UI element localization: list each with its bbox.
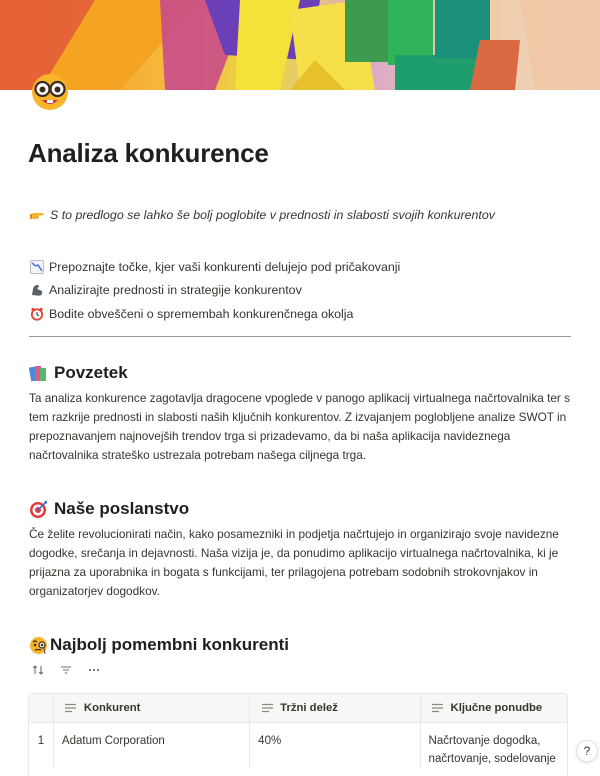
heading-povzetek bbox=[29, 363, 128, 383]
text-property-icon bbox=[431, 701, 445, 715]
mission-paragraph: Če želite revolucionirati način, kako posamezniki in podjetja načrtujejo in organizirajo svoje navidezne dogodke, srečanja in dejavnosti. Naša vizija je, da ponudimo aplikacijo virtualnega načrtovalnika, ki je prijazna za uporabnika in bogata s funkcijami, ter prilagojena potrebam sodobnih strokovnjakov in organizatorjev dogodkov. bbox=[29, 527, 559, 599]
nerd-face-icon[interactable] bbox=[28, 72, 72, 112]
cell-kljucne-ponudbe[interactable]: Načrtovanje dogodka, načrtovanje, sodelovanje bbox=[428, 735, 556, 765]
bullet-text: Prepoznajte točke, kjer vaši konkurenti delujejo pod pričakovanji bbox=[49, 259, 401, 274]
list-item bbox=[30, 255, 400, 279]
cell-trzni-delez[interactable]: 40% bbox=[250, 723, 420, 768]
competitors-table bbox=[28, 693, 568, 776]
column-header-label: Konkurent bbox=[83, 702, 141, 714]
heading-poslanstvo bbox=[29, 499, 189, 519]
index-header bbox=[29, 694, 54, 722]
column-header-label: Ključne ponudbe bbox=[450, 702, 543, 714]
more-options-icon[interactable] bbox=[87, 663, 101, 677]
column-header-kljucne-ponudbe[interactable] bbox=[421, 694, 567, 722]
page-title: Analiza konkurence bbox=[28, 138, 269, 168]
callout-text: S to predlogo se lahko še bolj poglobite v prednosti in slabosti svojih konkurentov bbox=[50, 208, 495, 222]
sort-icon[interactable] bbox=[31, 663, 45, 677]
cell-konkurent[interactable]: Adatum Corporation bbox=[54, 723, 250, 768]
alarm-clock-icon bbox=[30, 307, 44, 321]
row-index: 1 bbox=[29, 723, 54, 768]
chart-decreasing-icon bbox=[30, 260, 44, 274]
bullet-text: Bodite obveščeni o spremembah konkurenčnega okolja bbox=[49, 306, 354, 321]
flexed-biceps-icon bbox=[30, 283, 44, 297]
books-icon bbox=[29, 364, 48, 383]
text-property-icon bbox=[260, 701, 274, 715]
heading-text: Naše poslanstvo bbox=[54, 499, 190, 518]
pointing-right-icon bbox=[30, 208, 44, 222]
heading-konkurenti bbox=[29, 635, 289, 655]
callout bbox=[30, 208, 495, 222]
table-header bbox=[29, 694, 567, 723]
bullet-text: Analizirajte prednosti in strategije konkurentov bbox=[49, 283, 302, 298]
table-row[interactable] bbox=[29, 723, 567, 768]
filter-icon[interactable] bbox=[59, 663, 73, 677]
text-property-icon bbox=[64, 701, 78, 715]
column-header-konkurent[interactable] bbox=[54, 694, 250, 722]
direct-hit-icon bbox=[29, 500, 48, 519]
list-item bbox=[30, 279, 400, 303]
heading-text: Povzetek bbox=[54, 363, 128, 382]
cover-image bbox=[0, 0, 600, 90]
monocle-face-icon bbox=[29, 636, 48, 655]
divider bbox=[29, 336, 571, 337]
column-header-label: Tržni delež bbox=[280, 702, 338, 714]
column-header-trzni-delez[interactable] bbox=[250, 694, 420, 722]
summary-paragraph: Ta analiza konkurence zagotavlja dragocene vpoglede v panogo aplikacij virtualnega načrtovalnika ter s tem razkrije prednosti in slabosti naših ključnih konkurentov. Z izvajanjem poglobljene analize SWOT in prepoznavanjem najnovejših trendov trga si prizadevamo, da bi naša aplikacija navideznega načrtovalnika strateško ustrezala potrebam našega ciljnega trga. bbox=[29, 391, 571, 463]
table-toolbar bbox=[31, 662, 101, 678]
help-button[interactable]: ? bbox=[576, 740, 598, 762]
heading-text: Najbolj pomembni konkurenti bbox=[50, 635, 289, 654]
list-item bbox=[30, 302, 400, 326]
highlights-list bbox=[30, 255, 400, 326]
